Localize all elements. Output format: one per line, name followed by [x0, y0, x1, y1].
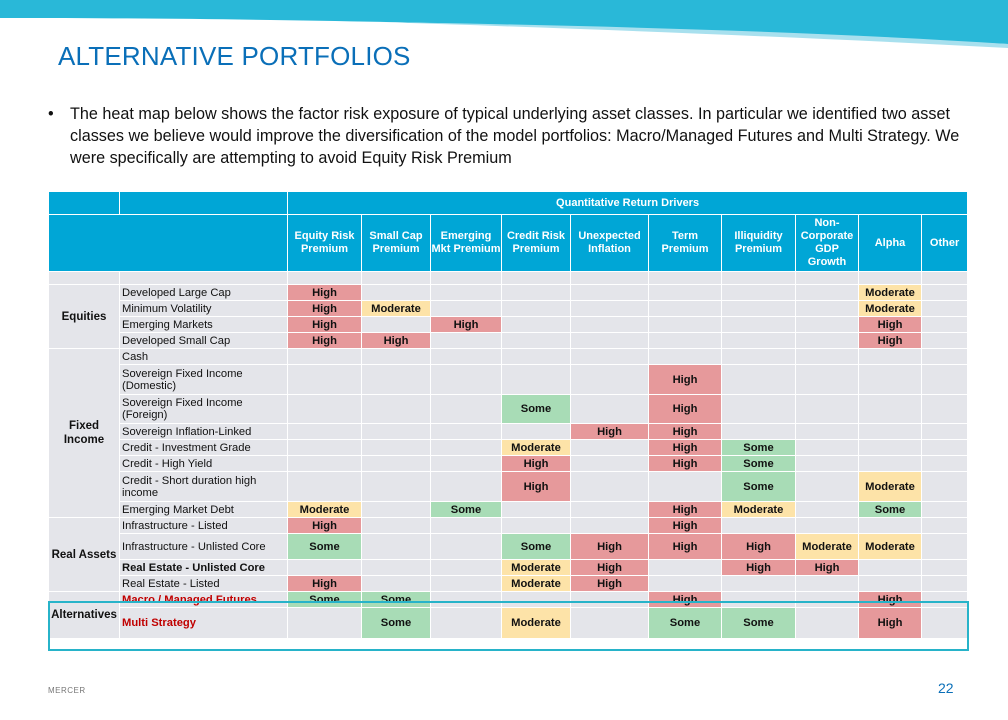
heat-cell-empty — [796, 592, 859, 608]
heat-cell-empty — [502, 333, 571, 349]
heat-cell-empty — [649, 472, 722, 502]
heat-cell-empty — [922, 502, 968, 518]
heat-cell-empty — [722, 333, 796, 349]
heat-cell-empty — [288, 424, 362, 440]
heat-cell-some: Some — [722, 456, 796, 472]
heat-cell-empty — [859, 576, 922, 592]
heat-cell-moderate: Moderate — [502, 608, 571, 639]
heat-cell-some: Some — [362, 608, 431, 639]
heat-cell-empty — [362, 395, 431, 424]
heat-cell-empty — [362, 576, 431, 592]
column-header: Non-Corporate GDP Growth — [796, 215, 859, 272]
heat-cell-empty — [431, 301, 502, 317]
heat-cell-empty — [922, 560, 968, 576]
heat-cell-high: High — [571, 424, 649, 440]
heat-cell-empty — [796, 349, 859, 365]
asset-class-label: Infrastructure - Listed — [120, 518, 288, 534]
heat-cell-some: Some — [502, 534, 571, 560]
heat-cell-empty — [796, 285, 859, 301]
heat-cell-empty — [288, 349, 362, 365]
heat-cell-high: High — [288, 301, 362, 317]
heat-cell-high: High — [571, 576, 649, 592]
asset-class-label: Credit - Investment Grade — [120, 440, 288, 456]
heat-cell-high: High — [722, 560, 796, 576]
heat-cell-empty — [722, 395, 796, 424]
heat-cell-some: Some — [288, 592, 362, 608]
bullet-text: The heat map below shows the factor risk exposure of typical underlying asset classes. In particular we identified two asset classes we believe would improve the diversification of the model portfolios: Macro/Managed Futures and Multi Strategy. We were specifically are attempting to avoid Equity Risk Premium — [70, 105, 960, 167]
table-row — [49, 592, 968, 608]
column-header: Unexpected Inflation — [571, 215, 649, 272]
heat-cell-high: High — [859, 592, 922, 608]
heat-cell-moderate: Moderate — [722, 502, 796, 518]
heat-cell-empty — [431, 424, 502, 440]
spacer-cell — [431, 272, 502, 285]
heat-cell-empty — [288, 365, 362, 395]
heat-cell-empty — [796, 518, 859, 534]
heat-cell-high: High — [649, 518, 722, 534]
heat-cell-empty — [362, 349, 431, 365]
asset-class-label: Credit - Short duration high income — [120, 472, 288, 502]
heat-cell-empty — [922, 472, 968, 502]
heat-cell-empty — [922, 608, 968, 639]
column-header: Credit Risk Premium — [502, 215, 571, 272]
asset-class-label: Minimum Volatility — [120, 301, 288, 317]
heat-cell-empty — [796, 365, 859, 395]
heat-cell-empty — [571, 317, 649, 333]
asset-class-label: Cash — [120, 349, 288, 365]
heat-cell-empty — [502, 365, 571, 395]
heat-cell-empty — [431, 365, 502, 395]
heat-cell-empty — [571, 365, 649, 395]
heat-cell-high: High — [859, 333, 922, 349]
heat-cell-empty — [922, 317, 968, 333]
asset-class-label: Multi Strategy — [120, 608, 288, 639]
heat-cell-empty — [922, 592, 968, 608]
spacer-cell — [288, 272, 362, 285]
heat-cell-high: High — [796, 560, 859, 576]
heat-cell-empty — [649, 576, 722, 592]
heat-cell-empty — [362, 285, 431, 301]
table-row — [49, 608, 968, 639]
table-row — [49, 301, 968, 317]
asset-class-label: Emerging Market Debt — [120, 502, 288, 518]
table-row — [49, 349, 968, 365]
heat-cell-moderate: Moderate — [859, 534, 922, 560]
spacer-cell — [722, 272, 796, 285]
heat-cell-empty — [431, 285, 502, 301]
heat-cell-high: High — [649, 534, 722, 560]
heat-cell-empty — [431, 472, 502, 502]
heat-cell-empty — [922, 333, 968, 349]
heat-cell-high: High — [649, 592, 722, 608]
table-row — [49, 424, 968, 440]
heat-cell-high: High — [288, 285, 362, 301]
heat-cell-empty — [431, 534, 502, 560]
heat-cell-high: High — [571, 534, 649, 560]
asset-class-label: Credit - High Yield — [120, 456, 288, 472]
heat-cell-empty — [922, 301, 968, 317]
heat-cell-empty — [859, 518, 922, 534]
spacer-cell — [120, 272, 288, 285]
column-header: Equity Risk Premium — [288, 215, 362, 272]
heat-cell-empty — [796, 395, 859, 424]
heat-cell-empty — [859, 456, 922, 472]
heat-cell-empty — [431, 576, 502, 592]
header-row-top — [49, 192, 968, 215]
heat-cell-moderate: Moderate — [502, 576, 571, 592]
heat-cell-empty — [431, 333, 502, 349]
heat-cell-empty — [288, 560, 362, 576]
heat-cell-empty — [922, 395, 968, 424]
bullet-marker: • — [48, 105, 54, 123]
heat-cell-empty — [649, 349, 722, 365]
spacer-cell — [49, 272, 120, 285]
heat-cell-empty — [571, 592, 649, 608]
heat-cell-empty — [922, 518, 968, 534]
heat-cell-empty — [431, 518, 502, 534]
heat-cell-empty — [431, 349, 502, 365]
heat-cell-moderate: Moderate — [502, 440, 571, 456]
heat-cell-empty — [922, 456, 968, 472]
heat-cell-high: High — [649, 502, 722, 518]
asset-class-label: Sovereign Inflation-Linked — [120, 424, 288, 440]
spacer-cell — [362, 272, 431, 285]
heat-cell-empty — [649, 560, 722, 576]
header-blank-cell — [120, 192, 288, 215]
heat-cell-empty — [649, 285, 722, 301]
heat-cell-some: Some — [722, 608, 796, 639]
heat-cell-empty — [796, 576, 859, 592]
spacer-row — [49, 272, 968, 285]
heat-cell-empty — [722, 317, 796, 333]
heat-cell-empty — [922, 285, 968, 301]
asset-class-label: Infrastructure - Unlisted Core — [120, 534, 288, 560]
heat-cell-empty — [922, 349, 968, 365]
heat-cell-moderate: Moderate — [859, 301, 922, 317]
heat-cell-empty — [859, 560, 922, 576]
heat-cell-empty — [362, 502, 431, 518]
heat-cell-empty — [502, 285, 571, 301]
heat-cell-high: High — [362, 333, 431, 349]
header-row-columns — [49, 215, 968, 272]
heat-cell-empty — [502, 301, 571, 317]
asset-class-label: Real Estate - Unlisted Core — [120, 560, 288, 576]
heat-cell-empty — [796, 440, 859, 456]
heat-cell-empty — [571, 395, 649, 424]
heat-cell-empty — [571, 301, 649, 317]
heat-cell-some: Some — [722, 472, 796, 502]
heat-cell-empty — [288, 608, 362, 639]
heat-cell-empty — [288, 456, 362, 472]
heat-cell-empty — [796, 456, 859, 472]
heat-cell-empty — [722, 518, 796, 534]
page-number: 22 — [938, 680, 954, 696]
heat-cell-high: High — [649, 365, 722, 395]
table-row — [49, 285, 968, 301]
heat-cell-some: Some — [649, 608, 722, 639]
group-label: Fixed Income — [49, 349, 120, 518]
heat-map-table — [48, 191, 968, 639]
heat-cell-empty — [796, 502, 859, 518]
heat-cell-high: High — [859, 608, 922, 639]
header-blank-cell — [49, 215, 288, 272]
table-row — [49, 365, 968, 395]
group-label: Alternatives — [49, 592, 120, 639]
heat-cell-empty — [288, 472, 362, 502]
heat-cell-moderate: Moderate — [796, 534, 859, 560]
heat-cell-empty — [796, 333, 859, 349]
bullet-point — [48, 103, 993, 169]
heat-cell-empty — [722, 576, 796, 592]
table-row — [49, 472, 968, 502]
heat-cell-empty — [571, 518, 649, 534]
heat-cell-empty — [362, 317, 431, 333]
column-header: Illiquidity Premium — [722, 215, 796, 272]
column-header: Small Cap Premium — [362, 215, 431, 272]
table-row — [49, 456, 968, 472]
asset-class-label: Real Estate - Listed — [120, 576, 288, 592]
heat-cell-empty — [922, 534, 968, 560]
heat-cell-empty — [502, 424, 571, 440]
heat-cell-empty — [431, 592, 502, 608]
heat-cell-empty — [922, 424, 968, 440]
heat-cell-empty — [649, 333, 722, 349]
table-row — [49, 395, 968, 424]
heat-cell-empty — [859, 440, 922, 456]
heat-cell-empty — [722, 365, 796, 395]
heat-cell-empty — [796, 472, 859, 502]
heat-cell-some: Some — [859, 502, 922, 518]
spacer-cell — [649, 272, 722, 285]
heat-cell-empty — [362, 560, 431, 576]
heat-cell-high: High — [288, 317, 362, 333]
heat-cell-high: High — [288, 333, 362, 349]
spacer-cell — [571, 272, 649, 285]
heat-cell-empty — [796, 317, 859, 333]
heat-cell-high: High — [649, 440, 722, 456]
heat-cell-high: High — [502, 472, 571, 502]
spacer-cell — [859, 272, 922, 285]
heat-cell-empty — [502, 592, 571, 608]
footer-brand: MERCER — [48, 686, 86, 695]
spacer-cell — [796, 272, 859, 285]
heat-cell-some: Some — [362, 592, 431, 608]
heat-cell-empty — [362, 518, 431, 534]
column-header: Emerging Mkt Premium — [431, 215, 502, 272]
group-label: Equities — [49, 285, 120, 349]
heat-cell-empty — [922, 365, 968, 395]
heat-cell-empty — [288, 440, 362, 456]
heat-cell-moderate: Moderate — [859, 285, 922, 301]
heat-cell-empty — [362, 440, 431, 456]
asset-class-label: Sovereign Fixed Income (Domestic) — [120, 365, 288, 395]
heat-cell-empty — [922, 440, 968, 456]
heat-cell-some: Some — [288, 534, 362, 560]
asset-class-label: Macro / Managed Futures — [120, 592, 288, 608]
heat-cell-empty — [431, 456, 502, 472]
table-row — [49, 534, 968, 560]
heat-cell-empty — [362, 472, 431, 502]
heat-cell-empty — [431, 440, 502, 456]
heat-cell-empty — [796, 608, 859, 639]
spacer-cell — [922, 272, 968, 285]
table-row — [49, 317, 968, 333]
heat-cell-empty — [859, 395, 922, 424]
heat-cell-moderate: Moderate — [502, 560, 571, 576]
asset-class-label: Emerging Markets — [120, 317, 288, 333]
table-row — [49, 560, 968, 576]
heat-cell-empty — [502, 349, 571, 365]
heat-cell-empty — [922, 576, 968, 592]
heat-cell-empty — [571, 285, 649, 301]
heat-cell-empty — [362, 365, 431, 395]
heat-cell-empty — [502, 502, 571, 518]
heat-cell-empty — [431, 395, 502, 424]
heat-cell-empty — [649, 317, 722, 333]
heat-cell-moderate: Moderate — [859, 472, 922, 502]
heat-cell-empty — [362, 456, 431, 472]
heat-cell-some: Some — [431, 502, 502, 518]
heat-cell-empty — [502, 317, 571, 333]
spacer-cell — [502, 272, 571, 285]
heat-cell-empty — [571, 456, 649, 472]
table-row — [49, 440, 968, 456]
heat-cell-empty — [571, 333, 649, 349]
heat-cell-high: High — [288, 576, 362, 592]
heat-cell-empty — [362, 534, 431, 560]
heat-cell-high: High — [502, 456, 571, 472]
column-header: Alpha — [859, 215, 922, 272]
heat-cell-empty — [571, 349, 649, 365]
group-label: Real Assets — [49, 518, 120, 592]
asset-class-label: Sovereign Fixed Income (Foreign) — [120, 395, 288, 424]
column-header: Other — [922, 215, 968, 272]
heat-cell-moderate: Moderate — [288, 502, 362, 518]
heat-cell-empty — [796, 301, 859, 317]
heat-cell-high: High — [859, 317, 922, 333]
heat-cell-high: High — [649, 424, 722, 440]
slide-title: ALTERNATIVE PORTFOLIOS — [58, 41, 411, 71]
table-row — [49, 333, 968, 349]
heat-cell-empty — [288, 395, 362, 424]
heat-cell-empty — [859, 349, 922, 365]
table-row — [49, 576, 968, 592]
heat-cell-some: Some — [722, 440, 796, 456]
heat-cell-high: High — [649, 395, 722, 424]
heat-cell-high: High — [649, 456, 722, 472]
heat-cell-empty — [362, 424, 431, 440]
heat-cell-empty — [796, 424, 859, 440]
asset-class-label: Developed Small Cap — [120, 333, 288, 349]
header-blank-cell — [49, 192, 120, 215]
heat-cell-empty — [859, 424, 922, 440]
heat-cell-high: High — [431, 317, 502, 333]
heat-cell-moderate: Moderate — [362, 301, 431, 317]
heat-cell-empty — [571, 472, 649, 502]
table-row — [49, 518, 968, 534]
heat-cell-empty — [571, 440, 649, 456]
heat-cell-empty — [722, 424, 796, 440]
heat-cell-empty — [571, 608, 649, 639]
heat-cell-empty — [502, 518, 571, 534]
heat-cell-empty — [431, 560, 502, 576]
heat-cell-high: High — [571, 560, 649, 576]
heat-cell-empty — [722, 301, 796, 317]
heat-cell-high: High — [722, 534, 796, 560]
heat-cell-empty — [722, 592, 796, 608]
group-header-quantitative-return-drivers: Quantitative Return Drivers — [288, 192, 968, 215]
column-header: Term Premium — [649, 215, 722, 272]
heat-cell-empty — [571, 502, 649, 518]
heat-cell-empty — [859, 365, 922, 395]
heat-cell-empty — [431, 608, 502, 639]
heat-cell-empty — [722, 349, 796, 365]
heat-cell-empty — [649, 301, 722, 317]
heat-cell-some: Some — [502, 395, 571, 424]
table-row — [49, 502, 968, 518]
heat-cell-empty — [722, 285, 796, 301]
asset-class-label: Developed Large Cap — [120, 285, 288, 301]
heat-cell-high: High — [288, 518, 362, 534]
